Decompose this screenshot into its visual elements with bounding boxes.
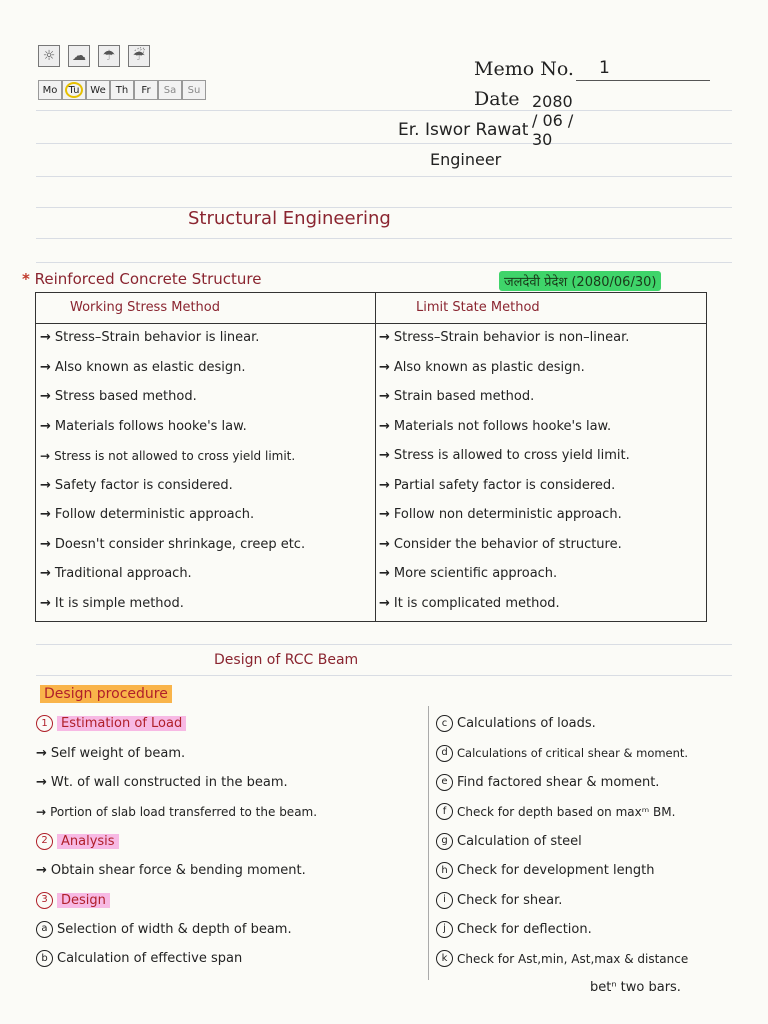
continuation-text: betⁿ two bars. [590, 980, 681, 995]
cell-text: Materials not follows hooke's law. [393, 418, 612, 434]
comparison-table [35, 292, 707, 622]
step-letter-icon: f [436, 803, 453, 820]
sun-icon: ☼ [38, 45, 60, 67]
arrow-icon: → [379, 536, 390, 552]
arrow-icon: → [379, 507, 390, 523]
ruled-line [36, 143, 732, 144]
list-item [36, 797, 426, 826]
list-item [36, 856, 426, 885]
list-item [36, 827, 426, 856]
table-row [379, 559, 705, 589]
memo-value: 1 [599, 58, 610, 78]
list-text: Calculation of steel [457, 833, 582, 849]
table-row [379, 471, 705, 501]
table-row [40, 589, 372, 619]
cell-text: Stress–Strain behavior is linear. [54, 330, 260, 346]
table-row [379, 412, 705, 442]
list-text: Calculations of loads. [457, 716, 596, 732]
list-text: Check for depth based on maxᵐ BM. [457, 804, 676, 819]
step-letter-icon: k [436, 950, 453, 967]
list-item [436, 797, 756, 826]
cell-text: Traditional approach. [54, 566, 192, 582]
header-working-stress: Working Stress Method [70, 300, 220, 315]
list-text: Check for Ast,min, Ast,max & distance [457, 951, 689, 966]
step-letter-icon: e [436, 774, 453, 791]
arrow-icon: → [36, 745, 47, 761]
ruled-line [36, 110, 732, 111]
step-letter-icon: g [436, 833, 453, 850]
list-item [36, 709, 426, 738]
table-row [379, 323, 705, 353]
list-text: Find factored shear & moment. [457, 774, 660, 790]
arrow-icon: → [40, 418, 51, 434]
table-row [40, 441, 372, 471]
table-row [379, 382, 705, 412]
arrow-icon: → [379, 418, 390, 434]
step-number-icon: 3 [36, 892, 53, 909]
page-title: Structural Engineering [188, 208, 391, 229]
right-column [379, 323, 705, 618]
design-title: Design of RCC Beam [214, 652, 359, 668]
table-row [40, 412, 372, 442]
table-row [40, 382, 372, 412]
step-letter-icon: d [436, 745, 453, 762]
step-letter-icon: b [36, 950, 53, 967]
list-item [436, 768, 756, 797]
step-heading: Design [57, 893, 110, 908]
list-item [436, 827, 756, 856]
memo-block [474, 58, 610, 149]
list-text: Portion of slab load transferred to the beam. [50, 804, 318, 819]
list-text: Check for development length [457, 863, 655, 879]
list-text: Calculations of critical shear & moment. [457, 746, 689, 761]
table-row [379, 353, 705, 383]
column-divider [375, 293, 376, 621]
ruled-line [36, 176, 732, 177]
role: Engineer [430, 150, 502, 169]
cell-text: Stress based method. [54, 389, 197, 405]
list-text: Self weight of beam. [50, 745, 186, 761]
arrow-icon: → [40, 359, 51, 375]
left-column [40, 323, 372, 618]
table-row [379, 589, 705, 619]
arrow-icon: → [36, 774, 47, 790]
table-row [40, 323, 372, 353]
cell-text: Consider the behavior of structure. [393, 536, 622, 552]
day-tu: Tu [62, 80, 86, 100]
cell-text: Follow deterministic approach. [54, 507, 255, 523]
list-item [36, 768, 426, 797]
design-left-column [36, 709, 426, 974]
step-letter-icon: a [36, 921, 53, 938]
cell-text: Doesn't consider shrinkage, creep etc. [54, 536, 306, 552]
list-text: Calculation of effective span [57, 951, 243, 967]
cell-text: Materials follows hooke's law. [54, 418, 247, 434]
arrow-icon: → [379, 330, 390, 346]
step-heading: Estimation of Load [57, 716, 186, 731]
cell-text: Also known as elastic design. [54, 359, 246, 375]
ruled-line [36, 644, 732, 645]
arrow-icon: → [40, 389, 51, 405]
table-header [36, 293, 706, 324]
day-selector [38, 80, 206, 100]
list-item [436, 885, 756, 914]
rain-cloud-icon: ☂ [98, 45, 120, 67]
cell-text: Follow non deterministic approach. [393, 507, 622, 523]
list-item [436, 856, 756, 885]
date-label: Date [474, 88, 520, 110]
day-su: Su [182, 80, 206, 100]
list-item [36, 885, 426, 914]
cell-text: Partial safety factor is considered. [393, 477, 616, 493]
table-row [40, 353, 372, 383]
arrow-icon: → [379, 477, 390, 493]
arrow-icon: → [40, 595, 51, 611]
table-row [379, 441, 705, 471]
day-we: We [86, 80, 110, 100]
cloud-icon: ☁ [68, 45, 90, 67]
list-item [436, 709, 756, 738]
ruled-line [36, 675, 732, 676]
step-letter-icon: j [436, 921, 453, 938]
star-marker: * [22, 270, 30, 288]
arrow-icon: → [40, 477, 51, 493]
list-item [436, 944, 756, 973]
cell-text: Also known as plastic design. [393, 359, 585, 375]
table-row [40, 500, 372, 530]
cell-text: More scientific approach. [393, 566, 558, 582]
step-letter-icon: h [436, 862, 453, 879]
cell-text: It is complicated method. [393, 595, 560, 611]
design-column-divider [428, 706, 429, 980]
step-number-icon: 2 [36, 833, 53, 850]
step-heading: Analysis [57, 834, 119, 849]
list-text: Wt. of wall constructed in the beam. [50, 774, 288, 790]
design-procedure-heading: Design procedure [40, 685, 172, 703]
cell-text: It is simple method. [54, 595, 184, 611]
list-text: Selection of width & depth of beam. [57, 921, 292, 937]
day-th: Th [110, 80, 134, 100]
step-number-icon: 1 [36, 715, 53, 732]
arrow-icon: → [379, 389, 390, 405]
highlighted-tag: जलदेवी प्रेदेश (2080/06/30) [499, 271, 661, 291]
day-sa: Sa [158, 80, 182, 100]
list-item [36, 915, 426, 944]
table-row [40, 530, 372, 560]
cell-text: Strain based method. [393, 389, 535, 405]
author: Er. Iswor Rawat [398, 120, 529, 140]
arrow-icon: → [40, 448, 51, 463]
list-item [436, 915, 756, 944]
day-mo: Mo [38, 80, 62, 100]
table-row [40, 559, 372, 589]
day-fr: Fr [134, 80, 158, 100]
cell-text: Stress–Strain behavior is non–linear. [393, 330, 630, 346]
memo-underline [576, 80, 710, 81]
arrow-icon: → [36, 804, 47, 819]
arrow-icon: → [40, 566, 51, 582]
section-heading-text: Reinforced Concrete Structure [34, 270, 262, 288]
list-text: Check for deflection. [457, 921, 592, 937]
section-heading [22, 270, 261, 288]
table-row [379, 530, 705, 560]
weather-icons [38, 45, 150, 67]
list-item [36, 944, 426, 973]
arrow-icon: → [379, 566, 390, 582]
list-item [436, 738, 756, 767]
ruled-line [36, 238, 732, 239]
arrow-icon: → [379, 448, 390, 464]
step-letter-icon: c [436, 715, 453, 732]
step-letter-icon: i [436, 892, 453, 909]
design-right-column [436, 709, 756, 974]
arrow-icon: → [40, 330, 51, 346]
list-text: Obtain shear force & bending moment. [50, 863, 306, 879]
table-row [379, 500, 705, 530]
arrow-icon: → [36, 863, 47, 879]
cell-text: Safety factor is considered. [54, 477, 233, 493]
arrow-icon: → [379, 359, 390, 375]
arrow-icon: → [40, 536, 51, 552]
umbrella-icon: ☔ [128, 45, 150, 67]
arrow-icon: → [40, 507, 51, 523]
cell-text: Stress is not allowed to cross yield limit. [54, 448, 296, 463]
date-value: 2080 / 06 / 30 [532, 92, 574, 149]
arrow-icon: → [379, 595, 390, 611]
table-row [40, 471, 372, 501]
list-item [36, 738, 426, 767]
header-limit-state: Limit State Method [416, 300, 540, 315]
list-text: Check for shear. [457, 892, 563, 908]
ruled-line [36, 262, 732, 263]
cell-text: Stress is allowed to cross yield limit. [393, 448, 630, 464]
memo-label: Memo No. [474, 58, 574, 80]
